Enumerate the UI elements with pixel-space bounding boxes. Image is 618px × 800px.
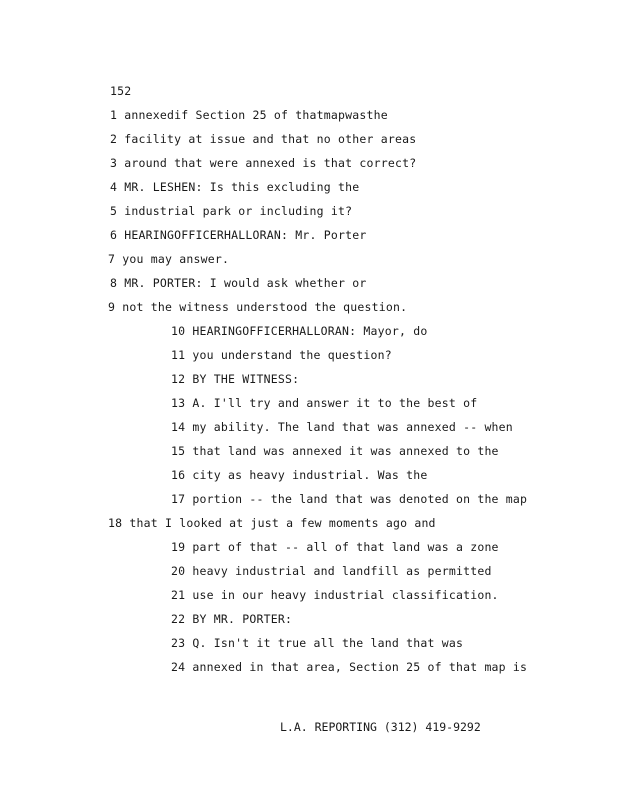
transcript-line-15: 15 that land was annexed it was annexed to the xyxy=(171,444,499,458)
transcript-line-20: 20 heavy industrial and landfill as permitted xyxy=(171,564,492,578)
transcript-line-9: 9 not the witness understood the question. xyxy=(108,300,408,314)
transcript-line-5: 5 industrial park or including it? xyxy=(110,204,353,218)
transcript-line-1: 1 annexedif Section 25 of thatmapwasthe xyxy=(110,108,388,122)
transcript-line-19: 19 part of that -- all of that land was a zone xyxy=(171,540,499,554)
transcript-line-7: 7 you may answer. xyxy=(108,252,230,266)
transcript-line-22: 22 BY MR. PORTER: xyxy=(171,612,293,626)
transcript-line-18: 18 that I looked at just a few moments ago and xyxy=(108,516,436,530)
transcript-line-6: 6 HEARINGOFFICERHALLORAN: Mr. Porter xyxy=(110,228,367,242)
reporting-footer: L.A. REPORTING (312) 419-9292 xyxy=(280,720,481,734)
transcript-line-24: 24 annexed in that area, Section 25 of that map is xyxy=(171,660,528,674)
transcript-line-12: 12 BY THE WITNESS: xyxy=(171,372,300,386)
transcript-line-23: 23 Q. Isn't it true all the land that was xyxy=(171,636,464,650)
transcript-line-11: 11 you understand the question? xyxy=(171,348,392,362)
transcript-line-10: 10 HEARINGOFFICERHALLORAN: Mayor, do xyxy=(171,324,428,338)
page-number: 152 xyxy=(110,84,132,98)
transcript-line-16: 16 city as heavy industrial. Was the xyxy=(171,468,428,482)
transcript-line-8: 8 MR. PORTER: I would ask whether or xyxy=(110,276,367,290)
transcript-line-21: 21 use in our heavy industrial classification. xyxy=(171,588,499,602)
transcript-line-2: 2 facility at issue and that no other areas xyxy=(110,132,417,146)
transcript-line-4: 4 MR. LESHEN: Is this excluding the xyxy=(110,180,360,194)
transcript-line-14: 14 my ability. The land that was annexed -- when xyxy=(171,420,513,434)
transcript-line-17: 17 portion -- the land that was denoted on the map xyxy=(171,492,528,506)
transcript-line-13: 13 A. I'll try and answer it to the best of xyxy=(171,396,478,410)
transcript-line-3: 3 around that were annexed is that correct? xyxy=(110,156,417,170)
